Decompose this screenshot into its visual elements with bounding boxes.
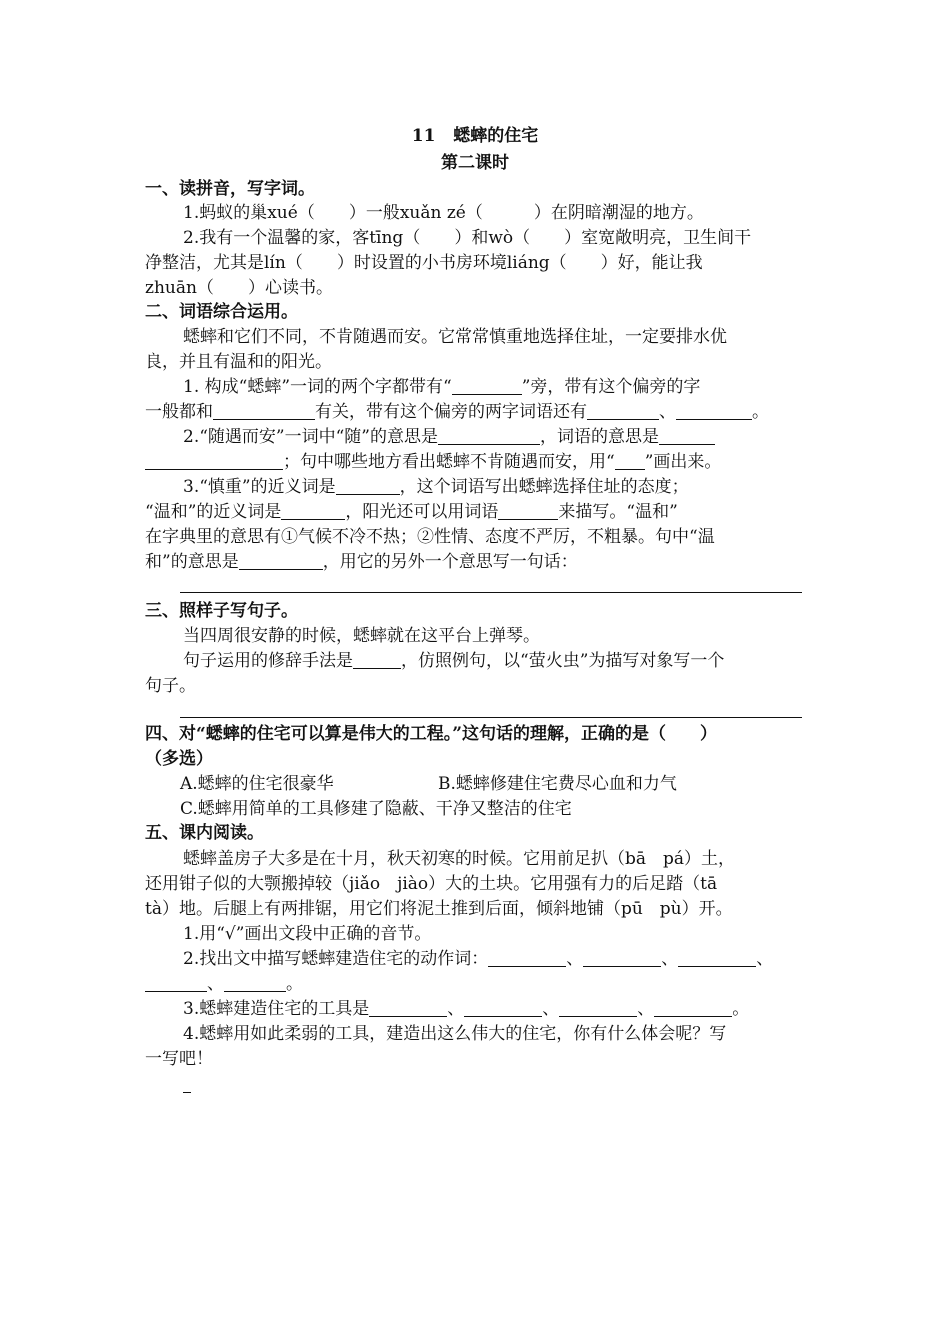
s5-passage-line-3: tà）地。后腿上有两排锯，用它们将泥土推到后面，倾斜地铺（pū pù）开。 [145, 899, 733, 919]
answer-blank[interactable] [583, 948, 661, 967]
s2-q3-line-4: 和”的意思是 ，用它的另外一个意思写一句话： [145, 552, 578, 572]
s2-q2-line-1: 2.“随遇而安”一词中“随”的意思是 ，词语的意思是 [183, 425, 813, 450]
s5-q3: 3.蟋蟀建造住宅的工具是 、 、 、 。 [183, 999, 750, 1019]
answer-blank[interactable] [488, 948, 566, 967]
answer-blank[interactable] [659, 426, 715, 445]
answer-blank[interactable] [438, 426, 540, 445]
lesson-subtitle: 第二课时 [441, 153, 509, 173]
section-4-heading: 四、对“蟋蟀的住宅可以算是伟大的工程。”这句话的理解，正确的是（ ） [145, 724, 718, 744]
section-1-heading: 一、读拼音，写字词。 [145, 179, 315, 199]
answer-blank[interactable] [452, 376, 522, 395]
s2-q3-line-3: 在字典里的意思有①气候不冷不热；②性情、态度不严厉，不粗暴。句中“温 [145, 527, 715, 547]
answer-blank[interactable] [676, 401, 752, 420]
lesson-title: 11 蟋蟀的住宅 [411, 126, 539, 146]
answer-blank[interactable] [615, 451, 645, 470]
s5-passage-line-2: 还用钳子似的大颚搬掉较（jiǎo jiào）大的土块。它用强有力的后足踏（tā [145, 874, 718, 894]
answer-blank[interactable] [498, 501, 558, 520]
s3-example-sentence: 当四周很安静的时候，蟋蟀就在这平台上弹琴。 [183, 626, 540, 646]
answer-blank[interactable] [369, 998, 447, 1017]
answer-blank[interactable] [678, 948, 756, 967]
answer-blank[interactable] [281, 501, 345, 520]
s2-q1-line-1: 1. 构成“蟋蟀”一词的两个字都带有“ ”旁，带有这个偏旁的字 [183, 377, 701, 397]
section-4-multi-select-note: （多选） [145, 749, 213, 769]
section-2-heading: 二、词语综合运用。 [145, 302, 298, 322]
s3-instruction: 句子运用的修辞手法是 ，仿照例句，以“萤火虫”为描写对象写一个 [183, 651, 725, 671]
s5-q4-line-1: 4.蟋蟀用如此柔弱的工具，建造出这么伟大的住宅，你有什么体会呢？写 [183, 1024, 727, 1044]
answer-blank[interactable] [336, 476, 400, 495]
answer-start-mark[interactable] [183, 1092, 191, 1093]
answer-blank[interactable] [145, 973, 207, 992]
answer-blank[interactable] [353, 650, 401, 669]
s2-passage-line-1: 蟋蟀和它们不同，不肯随遇而安。它常常慎重地选择住址，一定要排水优 [183, 327, 727, 347]
s2-q1-line-2: 一般都和 有关，带有这个偏旁的两字词语还有 、 。 [145, 402, 769, 422]
s2-q2-line-2: ；句中哪些地方看出蟋蟀不肯随遇而安，用“ ”画出来。 [145, 450, 815, 475]
s5-q1: 1.用“√”画出文段中正确的音节。 [183, 924, 432, 944]
s1-line-2: 2.我有一个温馨的家，客tīng（ ）和wò（ ）室宽敞明亮，卫生间干 [183, 228, 752, 248]
answer-blank[interactable] [213, 401, 315, 420]
s1-line-3: 净整洁，尤其是lín（ ）时设置的小书房环境liáng（ ）好，能让我 [145, 253, 703, 273]
option-a[interactable]: A.蟋蟀的住宅很豪华 [180, 774, 334, 794]
answer-blank[interactable] [587, 401, 659, 420]
answer-line[interactable] [180, 717, 802, 718]
s2-passage-line-2: 良，并且有温和的阳光。 [145, 352, 332, 372]
answer-blank[interactable] [224, 973, 286, 992]
section-3-heading: 三、照样子写句子。 [145, 601, 298, 621]
s5-q2-line-2: 、 。 [145, 972, 815, 997]
answer-blank[interactable] [239, 551, 323, 570]
s5-passage-line-1: 蟋蟀盖房子大多是在十月，秋天初寒的时候。它用前足扒（bā pá）土， [183, 849, 736, 869]
answer-line[interactable] [180, 592, 802, 593]
s2-q3-line-2: “温和”的近义词是 ，阳光还可以用词语 来描写。“温和” [145, 502, 678, 522]
s5-q2-line-1: 2.找出文中描写蟋蟀建造住宅的动作词： 、 、 、 [183, 949, 774, 969]
s1-line-1: 1.蚂蚁的巢xué（ ）一般xuǎn zé（ ）在阴暗潮湿的地方。 [183, 203, 704, 223]
answer-blank[interactable] [145, 451, 283, 470]
option-b[interactable]: B.蟋蟀修建住宅费尽心血和力气 [438, 774, 677, 794]
option-c[interactable]: C.蟋蟀用简单的工具修建了隐蔽、干净又整洁的住宅 [180, 799, 572, 819]
s2-q3-line-1: 3.“慎重”的近义词是 ，这个词语写出蟋蟀选择住址的态度； [183, 477, 689, 497]
s1-line-4: zhuān（ ）心读书。 [145, 278, 333, 298]
section-5-heading: 五、课内阅读。 [145, 823, 264, 843]
s5-q4-line-2: 一写吧！ [145, 1049, 213, 1069]
answer-blank[interactable] [464, 998, 542, 1017]
s3-instruction-end: 句子。 [145, 676, 196, 696]
answer-blank[interactable] [654, 998, 732, 1017]
answer-blank[interactable] [559, 998, 637, 1017]
